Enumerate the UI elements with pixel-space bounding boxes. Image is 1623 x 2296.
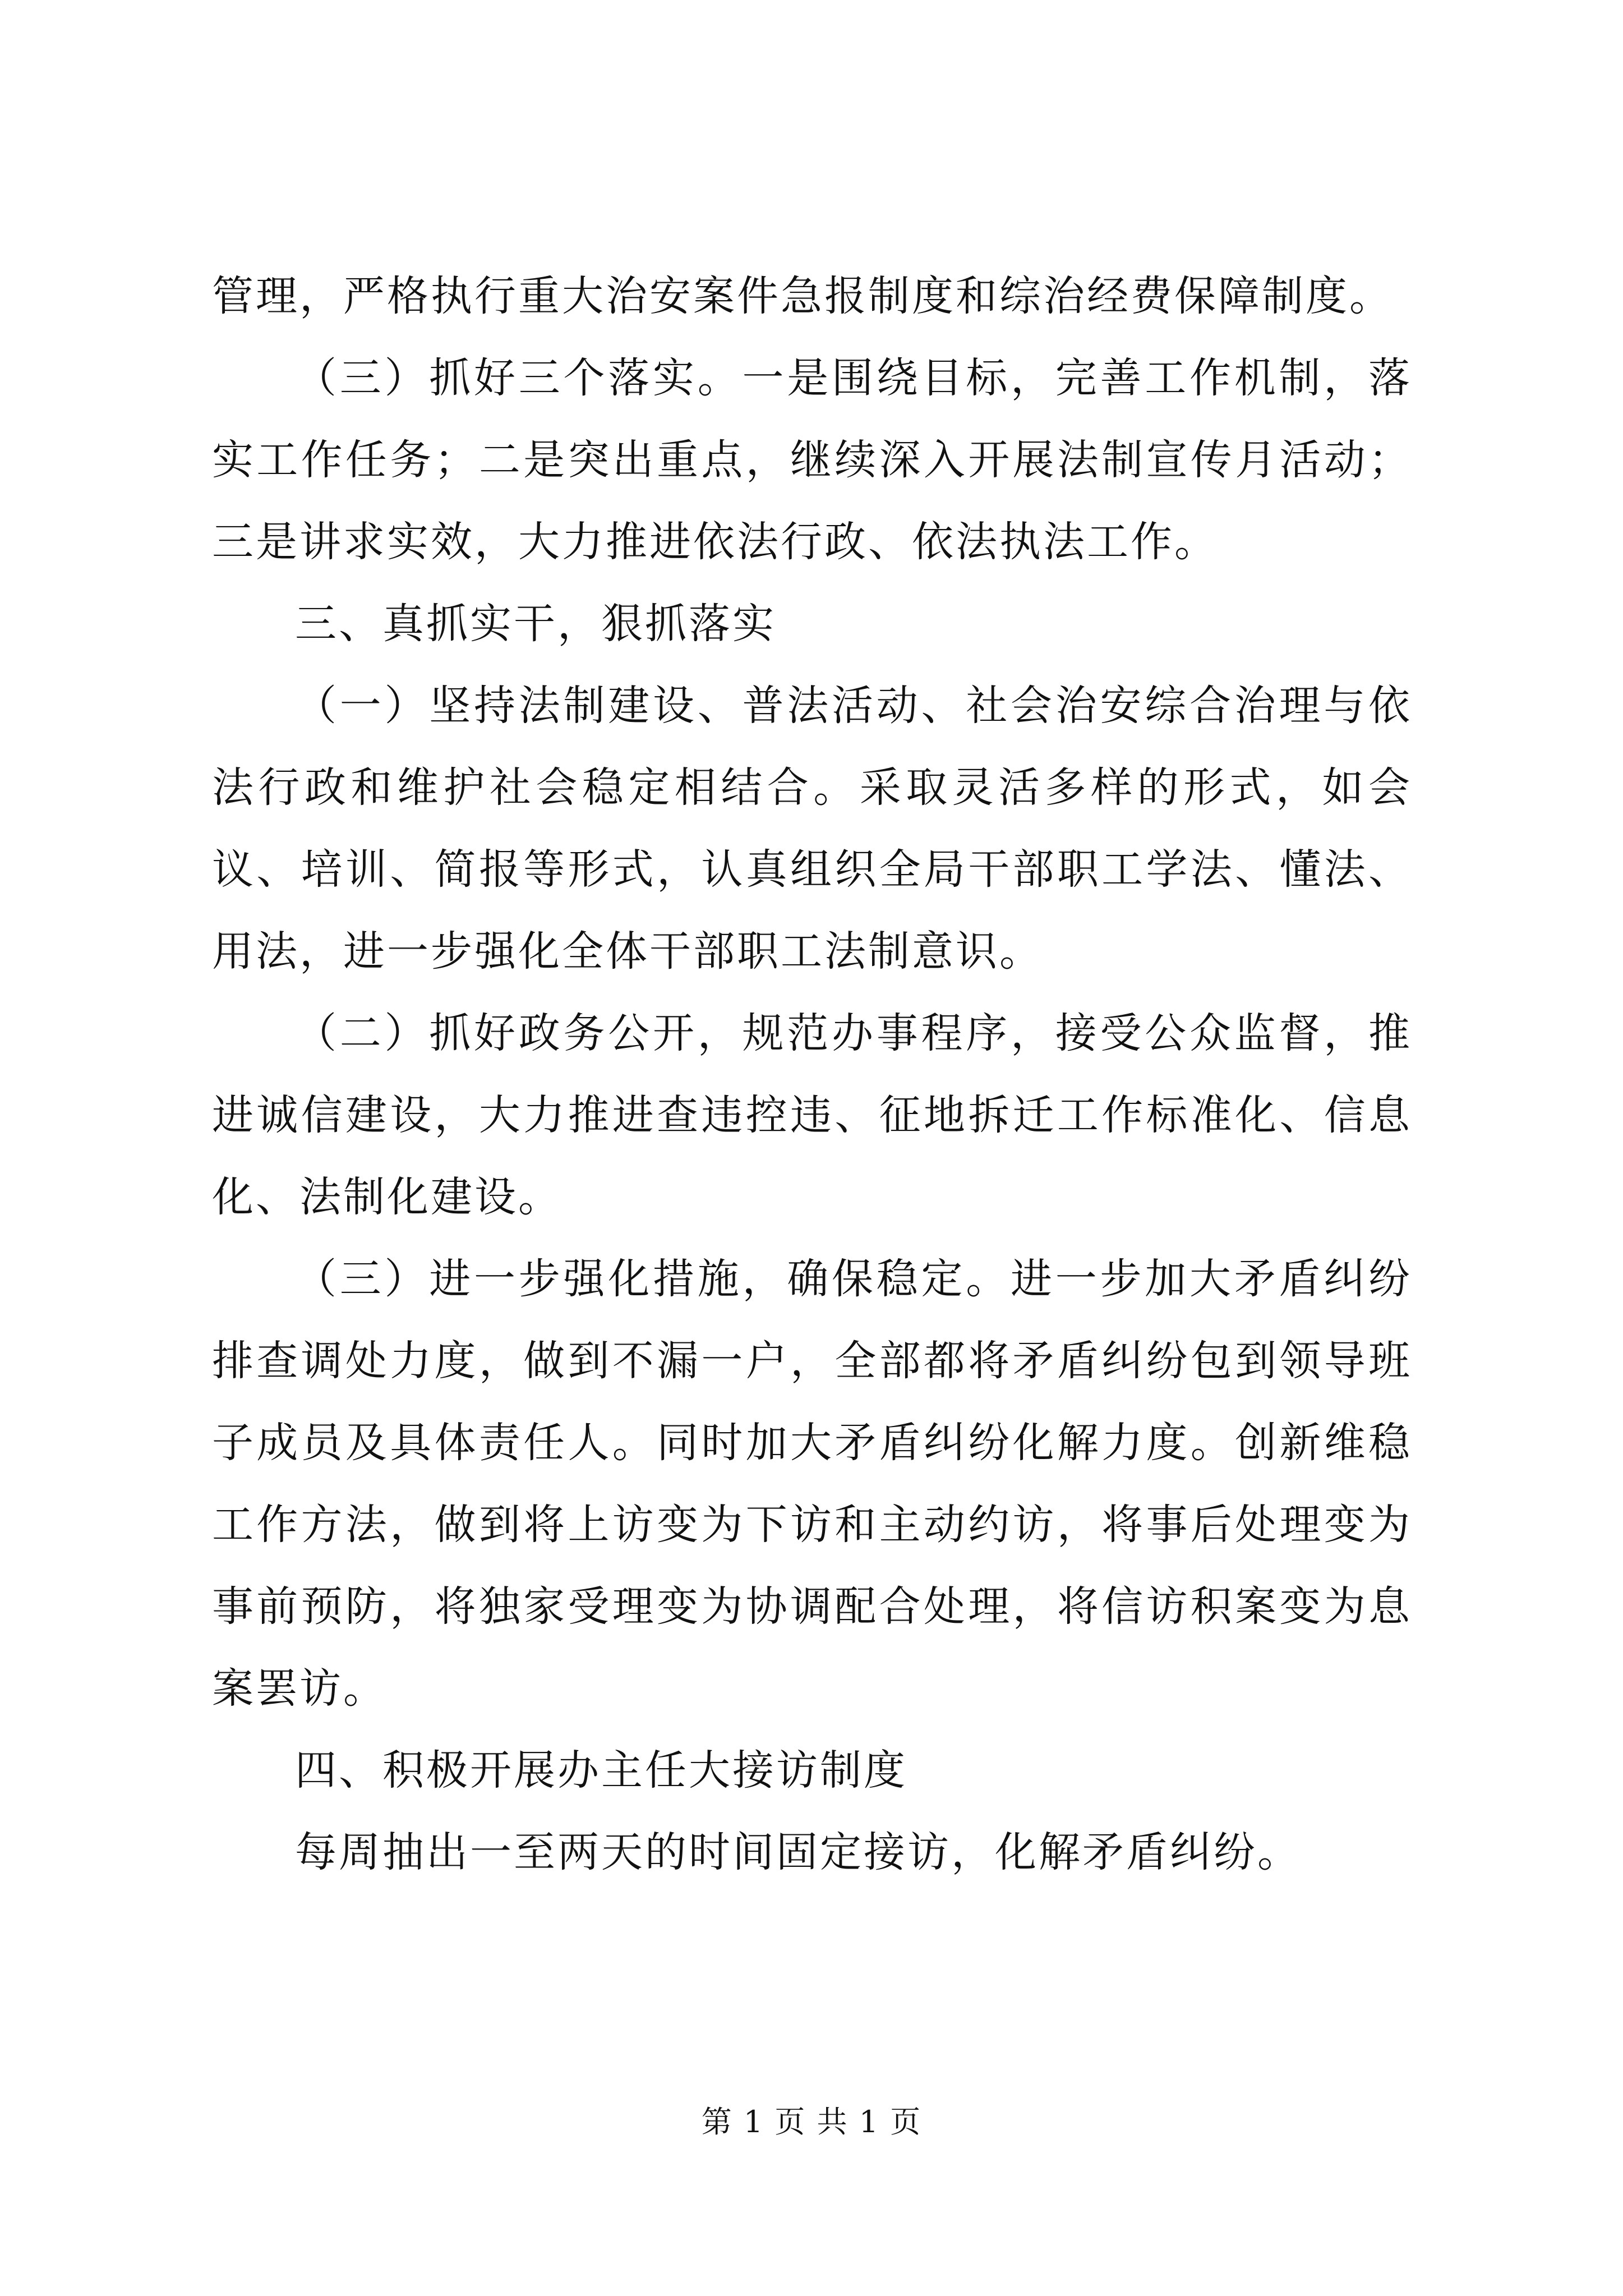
section-heading-four: 四、积极开展办主任大接访制度 xyxy=(295,1746,907,1795)
paragraph-item-one: （一）坚持法制建设、普法活动、社会治安综合治理与依法行政和维护社会稳定相结合。采取灵活多样的形式，如会议、培训、简报等形式，认真组织全局干部职工学法、懂法、用法，进一步强化全体干部职工法制意识。 xyxy=(212,682,1412,976)
paragraph-weekly-visits: 每周抽出一至两天的时间固定接访，化解矛盾纠纷。 xyxy=(295,1828,1301,1876)
document-body xyxy=(212,255,1412,1893)
page-footer: 第 1 页 共 1 页 xyxy=(701,2104,922,2139)
paragraph-item-three: （三）进一步强化措施，确保稳定。进一步加大矛盾纠纷排查调处力度，做到不漏一户，全部都将矛盾纠纷包到领导班子成员及具体责任人。同时加大矛盾纠纷化解力度。创新维稳工作方法，做到将上访变为下访和主动约访，将事后处理变为事前预防，将独家受理变为协调配合处理，将信访积案变为息案罢访。 xyxy=(212,1255,1412,1713)
paragraph-item-two: （二）抓好政务公开，规范办事程序，接受公众监督，推进诚信建设，大力推进查违控违、征地拆迁工作标准化、信息化、法制化建设。 xyxy=(212,1009,1412,1221)
section-heading-three: 三、真抓实干，狠抓落实 xyxy=(295,600,776,648)
paragraph-continuation: 管理，严格执行重大治安案件急报制度和综治经费保障制度。 xyxy=(212,272,1393,320)
paragraph-three-implementations: （三）抓好三个落实。一是围绕目标，完善工作机制，落实工作任务；二是突出重点，继续深入开展法制宣传月活动；三是讲求实效，大力推进依法行政、依法执法工作。 xyxy=(212,354,1412,566)
